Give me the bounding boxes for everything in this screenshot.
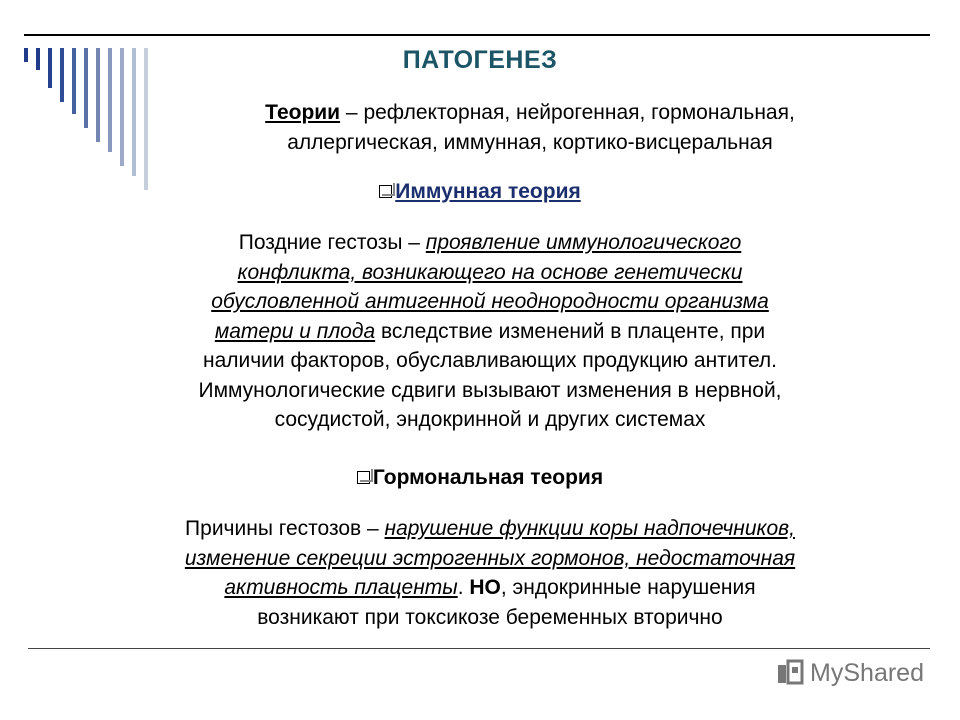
- hormonal-underlined-3: активность плаценты: [224, 576, 458, 599]
- hormonal-line-1: [80, 514, 900, 544]
- immune-line-5: наличии факторов, обуславливающих продукцию антител.: [202, 349, 778, 372]
- hormonal-line-2: [80, 544, 900, 574]
- hormonal-heading: [0, 466, 960, 490]
- immune-heading-text: Иммунная теория: [395, 180, 581, 203]
- immune-line-4: [80, 317, 900, 347]
- immune-heading: [0, 180, 960, 204]
- hormonal-underlined-1: нарушение функции коры надпочечников,: [384, 517, 795, 540]
- immune-lead: Поздние гестозы –: [238, 231, 426, 254]
- myshared-logo-icon: [776, 659, 804, 687]
- hormonal-heading-text: Гормональная теория: [372, 466, 604, 489]
- slide-title: ПАТОГЕНЕЗ: [402, 46, 558, 74]
- theories-line-2: аллергическая, иммунная, кортико-висцеральная: [287, 130, 773, 154]
- theories-text-1: – рефлекторная, нейрогенная, гормональная,: [340, 101, 795, 124]
- immune-rest-4: вследствие изменений в плаценте, при: [375, 319, 766, 343]
- logo-text: MyShared: [810, 658, 924, 687]
- theories-label: Теории: [265, 101, 341, 124]
- hormonal-rest-3: , эндокринные нарушения: [500, 576, 756, 599]
- bottom-rule: [28, 648, 930, 649]
- immune-underlined-4: матери и плода: [214, 319, 376, 343]
- immune-paragraph: [80, 228, 900, 435]
- immune-underlined-2: конфликта, возникающего на основе генетически: [237, 260, 743, 284]
- hormonal-lead: Причины гестозов –: [185, 517, 385, 540]
- immune-line-2: [80, 258, 900, 288]
- hormonal-line-4: возникают при токсикозе беременных вторично: [257, 605, 723, 629]
- hormonal-line-3: [80, 573, 900, 603]
- immune-line-7: сосудистой, эндокринной и других системах: [274, 408, 706, 431]
- hormonal-dot: .: [457, 576, 470, 599]
- hormonal-underlined-2: изменение секреции эстрогенных гормонов, недостаточная: [184, 546, 796, 570]
- immune-line-6: Иммунологические сдвиги вызывают изменения в нервной,: [198, 378, 782, 402]
- immune-line-1: [80, 228, 900, 258]
- checkbox-bullet-icon: [379, 185, 392, 198]
- hormonal-bold: НО: [469, 576, 501, 599]
- theories-paragraph: [190, 98, 870, 157]
- immune-underlined-1: проявление иммунологического: [425, 231, 742, 254]
- hormonal-paragraph: [80, 514, 900, 632]
- theories-line-1: [190, 98, 870, 128]
- checkbox-bullet-icon: [357, 471, 370, 484]
- myshared-logo: [776, 656, 924, 690]
- immune-line-3: [80, 287, 900, 317]
- immune-underlined-3: обусловленной антигенной неоднородности организма: [211, 290, 769, 313]
